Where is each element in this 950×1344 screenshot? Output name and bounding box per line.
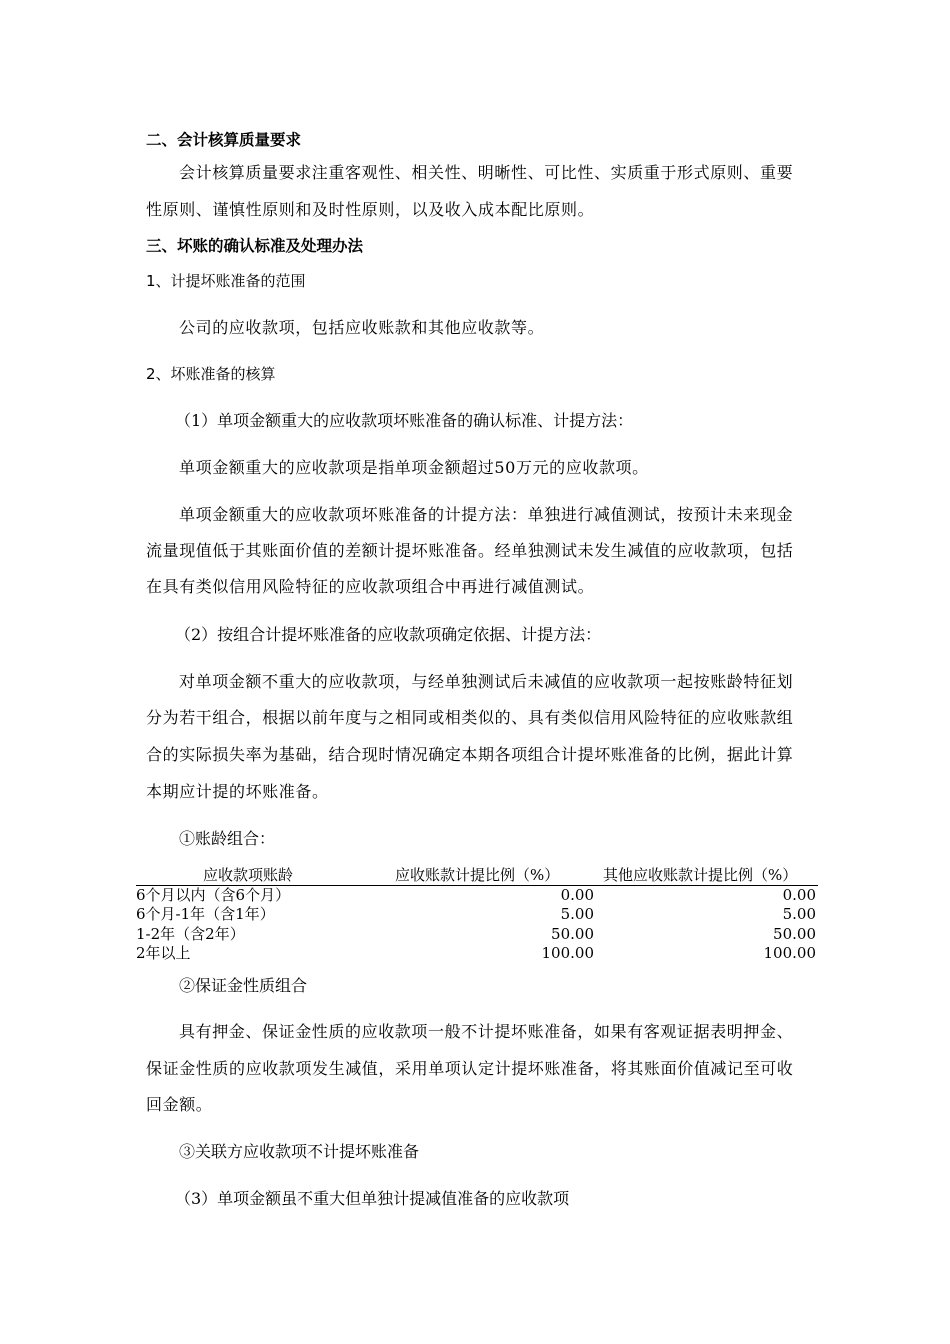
paragraph-line: 本期应计提的坏账准备。 bbox=[146, 782, 329, 801]
table-cell: 6个月-1年（含1年） bbox=[136, 905, 275, 923]
paragraph-line: 保证金性质的应收款项发生减值，采用单项认定计提坏账准备，将其账面价值减记至可收 bbox=[146, 1059, 794, 1078]
table-cell: 2年以上 bbox=[136, 944, 191, 962]
table-header: 应收账款计提比例（%） bbox=[395, 866, 560, 884]
paragraph-line: 公司的应收款项，包括应收账款和其他应收款等。 bbox=[179, 318, 545, 337]
paragraph-line: 分为若干组合，根据以前年度与之相同或相类似的、具有类似信用风险特征的应收账款组 bbox=[146, 708, 794, 727]
list-heading: ②保证金性质组合 bbox=[179, 976, 308, 995]
paragraph-line: 回金额。 bbox=[146, 1095, 213, 1114]
paragraph-line: 会计核算质量要求注重客观性、相关性、明晰性、可比性、实质重于形式原则、重要 bbox=[179, 163, 794, 182]
paragraph-line: 单项金额重大的应收款项坏账准备的计提方法：单独进行减值测试，按预计未来现金 bbox=[179, 505, 794, 524]
item-heading: （2）按组合计提坏账准备的应收款项确定依据、计提方法： bbox=[175, 625, 602, 644]
paragraph-line: 性原则、谨慎性原则和及时性原则，以及收入成本配比原则。 bbox=[146, 200, 595, 219]
table-header: 应收款项账龄 bbox=[203, 866, 294, 884]
section-heading: 二、会计核算质量要求 bbox=[146, 131, 302, 149]
table-header: 其他应收账款计提比例（%） bbox=[603, 866, 798, 884]
list-heading: ①账龄组合： bbox=[179, 829, 276, 848]
table-cell: 0.00 bbox=[782, 886, 816, 904]
subsection-heading: 2、坏账准备的核算 bbox=[146, 365, 276, 383]
table-cell: 100.00 bbox=[763, 944, 816, 962]
table-cell: 100.00 bbox=[541, 944, 594, 962]
table-cell: 1-2年（含2年） bbox=[136, 925, 245, 943]
item-heading: （3）单项金额虽不重大但单独计提减值准备的应收款项 bbox=[175, 1189, 570, 1208]
list-heading: ③关联方应收款项不计提坏账准备 bbox=[179, 1142, 420, 1161]
table-cell: 6个月以内（含6个月） bbox=[136, 886, 291, 904]
table-cell: 5.00 bbox=[782, 905, 816, 923]
paragraph-line: 对单项金额不重大的应收款项，与经单独测试后未减值的应收款项一起按账龄特征划 bbox=[179, 672, 794, 691]
table-cell: 50.00 bbox=[551, 925, 594, 943]
paragraph-line: 单项金额重大的应收款项是指单项金额超过50万元的应收款项。 bbox=[179, 458, 649, 477]
section-heading: 三、坏账的确认标准及处理办法 bbox=[146, 237, 364, 255]
item-heading: （1）单项金额重大的应收款项坏账准备的确认标准、计提方法： bbox=[175, 411, 634, 430]
paragraph-line: 合的实际损失率为基础，结合现时情况确定本期各项组合计提坏账准备的比例，据此计算 bbox=[146, 745, 794, 764]
table-cell: 50.00 bbox=[773, 925, 816, 943]
subsection-heading: 1、计提坏账准备的范围 bbox=[146, 272, 306, 290]
table-cell: 0.00 bbox=[560, 886, 594, 904]
paragraph-line: 流量现值低于其账面价值的差额计提坏账准备。经单独测试未发生减值的应收款项，包括 bbox=[146, 541, 794, 560]
paragraph-line: 在具有类似信用风险特征的应收款项组合中再进行减值测试。 bbox=[146, 577, 595, 596]
table-cell: 5.00 bbox=[560, 905, 594, 923]
paragraph-line: 具有押金、保证金性质的应收款项一般不计提坏账准备，如果有客观证据表明押金、 bbox=[179, 1022, 794, 1041]
